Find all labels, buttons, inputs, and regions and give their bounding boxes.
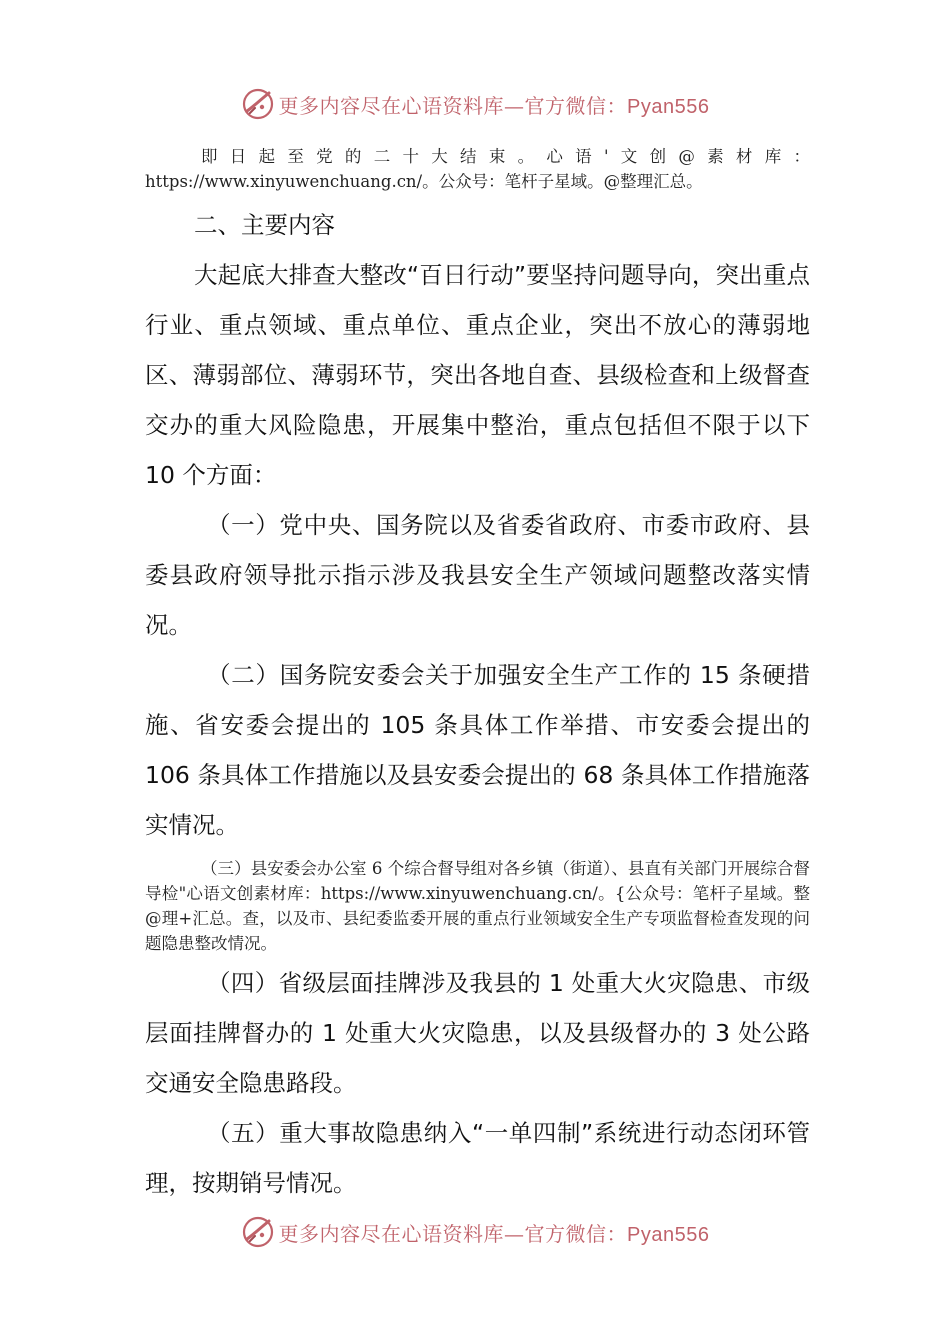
lead-paragraph: 大起底大排查大整改“百日行动”要坚持问题导向，突出重点行业、重点领域、重点单位、重点企业，突出不放心的薄弱地区、薄弱部位、薄弱环节，突出各地自查、县级检查和上级督查交办的重大风险隐患，开展集中整治，重点包括但不限于以下 10 个方面： bbox=[145, 261, 810, 489]
watermark-wechat-id: Pyan556 bbox=[627, 95, 710, 118]
watermark-text: 更多内容尽在心语资料库—官方微信：Pyan556 bbox=[278, 1221, 710, 1246]
item-4-paragraph: （四）省级层面挂牌涉及我县的 1 处重大火灾隐患、市级层面挂牌督办的 1 处重大火灾隐患，以及县级督办的 3 处公路交通安全隐患路段。 bbox=[145, 969, 810, 1097]
watermark-text: 更多内容尽在心语资料库—官方微信：Pyan556 bbox=[278, 93, 710, 118]
document-body bbox=[145, 144, 810, 1208]
item-5-paragraph: （五）重大事故隐患纳入“一单四制”系统进行动态闭环管理，按期销号情况。 bbox=[145, 1119, 810, 1197]
watermark-wechat-id: Pyan556 bbox=[627, 1223, 710, 1246]
pen-circle-logo-icon bbox=[241, 1215, 275, 1249]
section-heading: 二、主要内容 bbox=[194, 211, 335, 239]
intro-paragraph: 即日起至党的二十大结束。心语'文创@素材库：https://www.xinyuwenchuang.cn/。公众号：笔杆子星域。@整理汇总。 bbox=[145, 147, 810, 191]
item-1-paragraph: （一）党中央、国务院以及省委省政府、市委市政府、县委县政府领导批示指示涉及我县安全生产领域问题整改落实情况。 bbox=[145, 511, 810, 639]
watermark-banner-bottom bbox=[0, 1212, 950, 1252]
item-3-paragraph: （三）县安委会办公室 6 个综合督导组对各乡镇（街道）、县直有关部门开展综合督导检"心语文创素材库：https://www.xinyuwenchuang.cn/。{公众号：笔杆子星域。整@理+汇总。查，以及市、县纪委监委开展的重点行业领域安全生产专项监督检查发现的问题隐患整改情况。 bbox=[145, 859, 810, 953]
watermark-banner-top bbox=[0, 84, 950, 124]
item-2-paragraph: （二）国务院安委会关于加强安全生产工作的 15 条硬措施、省安委会提出的 105 条具体工作举措、市安委会提出的 106 条具体工作措施以及县安委会提出的 68 条具体工作措施落实情况。 bbox=[145, 661, 810, 839]
pen-circle-logo-icon bbox=[241, 87, 275, 121]
